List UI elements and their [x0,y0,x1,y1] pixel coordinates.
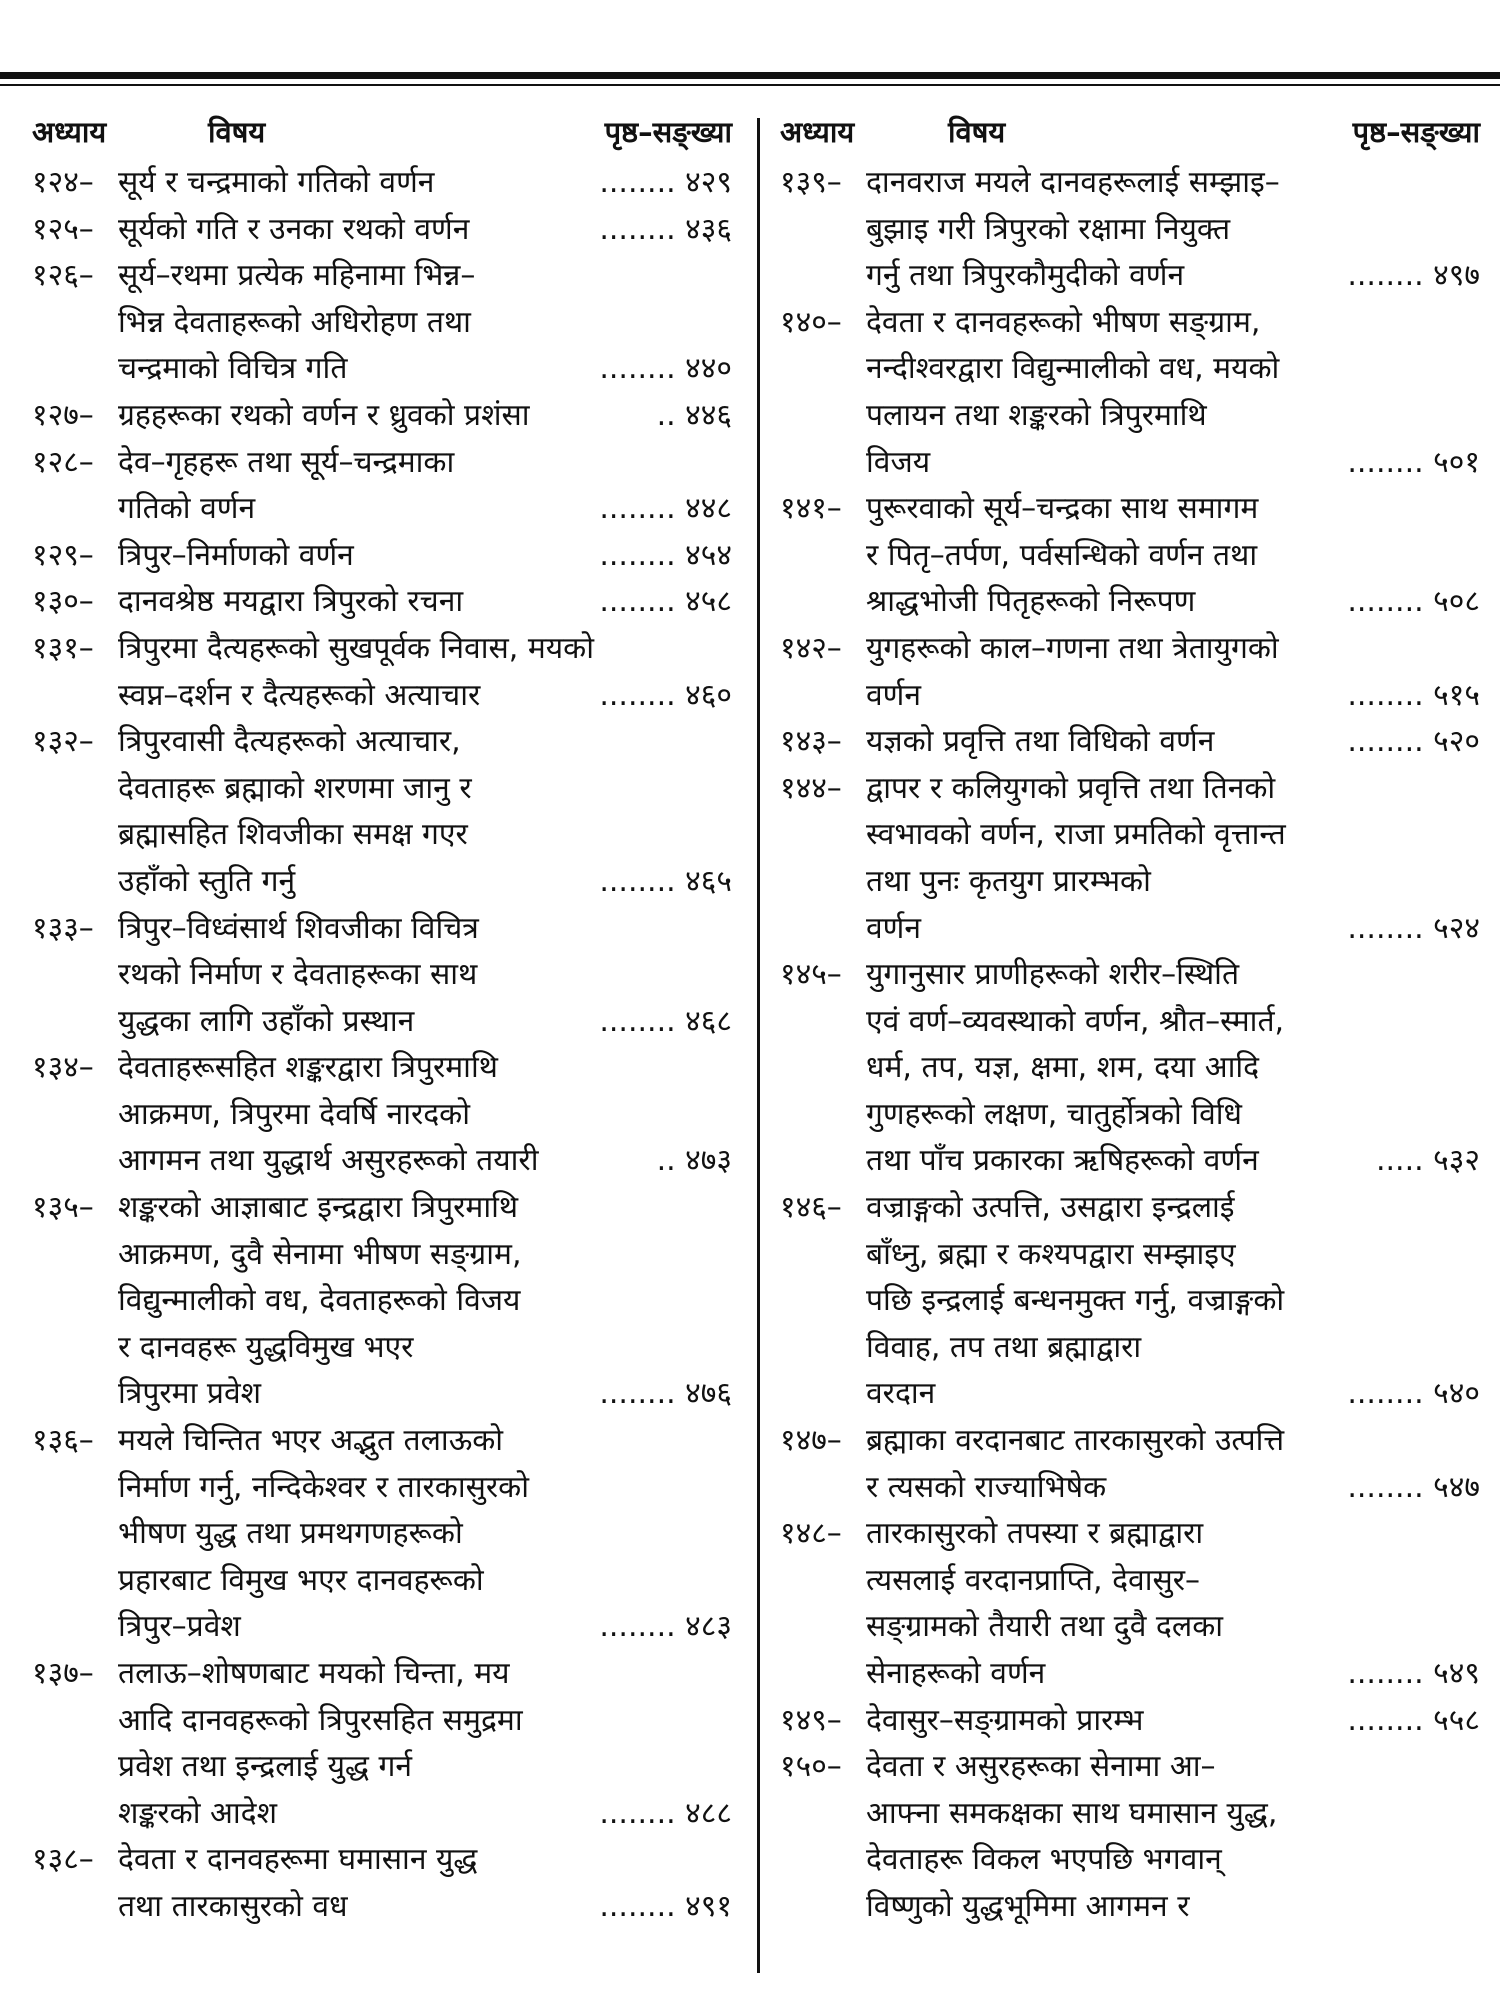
toc-entry [780,1418,1480,1511]
toc-entry [780,719,1480,766]
toc-entry [780,1698,1480,1745]
chapter-title-line: देवता र दानवहरूमा घमासान युद्ध [118,1842,478,1878]
toc-entry [780,1511,1480,1697]
chapter-title-line: पछि इन्द्रलाई बन्धनमुक्त गर्नु, वज्राङ्गको [866,1283,1285,1319]
chapter-title-line: देवताहरूसहित शङ्करद्वारा त्रिपुरमाथि [118,1050,498,1086]
chapter-title-line: युगहरूको काल–गणना तथा त्रेतायुगको [866,630,1279,666]
chapter-number: १३०– [32,584,94,620]
chapter-title-line: युद्धका लागि उहाँको प्रस्थान [118,1003,415,1039]
chapter-title-line: वर्णन [866,677,922,713]
page-number: ........ ४५८ [599,584,732,620]
chapter-title-line: मयले चिन्तित भएर अद्भुत तलाऊको [118,1423,504,1459]
chapter-title-line: एवं वर्ण–व्यवस्थाको वर्णन, श्रौत–स्मार्त, [866,1003,1285,1039]
chapter-title-line: गतिको वर्णन [118,491,256,527]
chapter-number: १२५– [32,211,94,247]
toc-entry [32,253,732,393]
page-number-header: पृष्ठ–सङ्ख्या [604,115,732,149]
chapter-number: १४२– [780,630,842,666]
chapter-title-line: तथा तारकासुरको वध [118,1888,348,1924]
toc-entry [32,1185,732,1418]
chapter-title-line: र दानवहरू युद्धविमुख भएर [118,1329,414,1365]
chapter-title-line: त्रिपुर–प्रवेश [118,1609,241,1645]
column-header [780,112,1480,160]
toc-entry [32,1418,732,1651]
page-number: ........ ५२४ [1347,910,1480,946]
page-number: ........ ४४० [599,351,732,387]
top-rule-thin [0,84,1500,86]
chapter-title-line: निर्माण गर्नु, नन्दिकेश्वर र तारकासुरको [118,1469,529,1505]
chapter-header: अध्याय [780,115,855,149]
chapter-title-line: ग्रहहरूका रथको वर्णन र ध्रुवको प्रशंसा [118,397,530,433]
page-number: ........ ४६५ [599,863,732,899]
chapter-title-line: प्रहारबाट विमुख भएर दानवहरूको [118,1562,484,1598]
toc-entry [32,906,732,1046]
chapter-title-line: त्रिपुरमा दैत्यहरूको सुखपूर्वक निवास, मयको [118,630,594,666]
chapter-title-line: स्वभावको वर्णन, राजा प्रमतिको वृत्तान्त [866,817,1286,853]
chapter-title-line: द्वापर र कलियुगको प्रवृत्ति तथा तिनको [866,770,1276,806]
chapter-number: १२४– [32,165,94,200]
chapter-number: १४१– [780,491,842,527]
chapter-title-line: सेनाहरूको वर्णन [866,1656,1046,1691]
chapter-title-line: युगानुसार प्राणीहरूको शरीर–स्थिति [866,957,1240,993]
page-number: .. ४४६ [656,397,732,433]
toc-entry [780,766,1480,952]
chapter-title-line: रथको निर्माण र देवताहरूका साथ [118,957,478,993]
toc-entry [32,1045,732,1185]
chapter-number: १४३– [780,724,842,760]
chapter-number: १२९– [32,537,94,573]
chapter-title-line: ब्रह्माका वरदानबाट तारकासुरको उत्पत्ति [866,1423,1285,1459]
chapter-title-line: भिन्न देवताहरूको अधिरोहण तथा [118,304,471,340]
subject-header: विषय [948,115,1006,149]
chapter-title-line: त्रिपुरवासी दैत्यहरूको अत्याचार, [118,724,461,760]
chapter-title-line: देवताहरू विकल भएपछि भगवान् [866,1842,1222,1878]
page-number: ........ ४९१ [599,1888,732,1924]
chapter-number: १४०– [780,304,842,340]
subject-header: विषय [208,115,266,149]
chapter-title-line: देवता र असुरहरूका सेनामा आ– [866,1749,1216,1785]
toc-entries [780,160,1480,1931]
toc-entry [32,579,732,626]
chapter-number: १४४– [780,770,842,806]
chapter-title-line: सङ्ग्रामको तैयारी तथा दुवै दलका [866,1609,1224,1645]
chapter-title-line: बाँध्नु, ब्रह्मा र कश्यपद्वारा सम्झाइए [866,1236,1236,1272]
chapter-title-line: दानवराज मयले दानवहरूलाई सम्झाइ– [866,165,1280,200]
toc-entry [780,160,1480,300]
toc-entry [32,533,732,580]
page-number: ........ ४६८ [599,1003,732,1039]
chapter-title-line: सूर्य–रथमा प्रत्येक महिनामा भिन्न– [118,258,476,294]
chapter-number: १४७– [780,1423,842,1459]
chapter-number: १२७– [32,397,94,433]
toc-entries [32,160,732,1931]
chapter-title-line: सूर्य र चन्द्रमाको गतिको वर्णन [118,165,435,200]
page-number: ........ ४७६ [599,1376,732,1412]
chapter-title-line: आफ्ना समकक्षका साथ घमासान युद्ध, [866,1795,1278,1831]
chapter-title-line: पुरूरवाको सूर्य–चन्द्रका साथ समागम [866,491,1259,527]
page-number: ........ ४९७ [1347,258,1480,294]
page-number: ........ ४६० [599,677,732,713]
chapter-title-line: देवताहरू ब्रह्माको शरणमा जानु र [118,770,472,806]
chapter-title-line: ब्रह्मासहित शिवजीका समक्ष गएर [118,817,468,853]
top-rule-thick [0,72,1500,79]
toc-entry [32,393,732,440]
chapter-title-line: यज्ञको प्रवृत्ति तथा विधिको वर्णन [866,724,1215,760]
chapter-title-line: गर्नु तथा त्रिपुरकौमुदीको वर्णन [866,258,1185,294]
chapter-title-line: श्राद्धभोजी पितृहरूको निरूपण [866,584,1196,620]
chapter-number: १३४– [32,1050,94,1086]
toc-entry [32,440,732,533]
toc-entry [780,1744,1480,1930]
page-number: ........ ४८८ [599,1795,732,1831]
chapter-title-line: आगमन तथा युद्धार्थ असुरहरूको तयारी [118,1143,539,1179]
chapter-title-line: वज्राङ्गको उत्पत्ति, उसद्वारा इन्द्रलाई [866,1190,1235,1226]
chapter-title-line: वरदान [866,1376,936,1412]
page-number: ........ ४२९ [599,165,732,200]
chapter-number: १२८– [32,444,94,480]
page-number: ........ ५२० [1347,724,1480,760]
toc-entry [32,160,732,207]
chapter-title-line: तारकासुरको तपस्या र ब्रह्माद्वारा [866,1516,1204,1552]
chapter-title-line: तथा पाँच प्रकारका ऋषिहरूको वर्णन [866,1143,1259,1179]
page-number: ........ ५४७ [1347,1469,1480,1505]
chapter-title-line: उहाँको स्तुति गर्नु [118,863,296,899]
chapter-number: १४९– [780,1702,842,1738]
chapter-title-line: गुणहरूको लक्षण, चातुर्होत्रको विधि [866,1096,1242,1132]
chapter-title-line: तथा पुनः कृतयुग प्रारम्भको [866,863,1151,899]
chapter-title-line: बुझाइ गरी त्रिपुरको रक्षामा नियुक्त [866,211,1231,247]
chapter-number: १३९– [780,165,842,200]
chapter-number: १३२– [32,724,94,760]
chapter-title-line: स्वप्न–दर्शन र दैत्यहरूको अत्याचार [118,677,481,713]
chapter-title-line: आदि दानवहरूको त्रिपुरसहित समुद्रमा [118,1702,523,1738]
chapter-title-line: र पितृ–तर्पण, पर्वसन्धिको वर्णन तथा [866,537,1258,573]
chapter-title-line: नन्दीश्वरद्वारा विद्युन्मालीको वध, मयको [866,351,1280,387]
toc-entry [32,207,732,254]
toc-left-column [32,112,732,1931]
chapter-title-line: तलाऊ–शोषणबाट मयको चिन्ता, मय [118,1656,510,1691]
chapter-number: १५०– [780,1749,842,1785]
chapter-number: १३५– [32,1190,94,1226]
toc-entry [32,626,732,719]
chapter-number: १३८– [32,1842,94,1878]
page-number: ........ ५४० [1347,1376,1480,1412]
toc-entry [32,719,732,905]
page-number: ........ ४४८ [599,491,732,527]
chapter-title-line: त्रिपुर–विध्वंसार्थ शिवजीका विचित्र [118,910,479,946]
page-number: ........ ५४९ [1347,1656,1480,1691]
chapter-title-line: पलायन तथा शङ्करको त्रिपुरमाथि [866,397,1207,433]
toc-entry [780,486,1480,626]
column-header [32,112,732,160]
chapter-title-line: त्रिपुर–निर्माणको वर्णन [118,537,354,573]
chapter-title-line: शङ्करको आदेश [118,1795,277,1831]
chapter-number: १४५– [780,957,842,993]
chapter-title-line: भीषण युद्ध तथा प्रमथगणहरूको [118,1516,463,1552]
page-number: ..... ५३२ [1375,1143,1480,1179]
chapter-number: १३३– [32,910,94,946]
page-number: ........ ४३६ [599,211,732,247]
page-number-header: पृष्ठ–सङ्ख्या [1352,115,1480,149]
chapter-number: १२६– [32,258,94,294]
chapter-title-line: विवाह, तप तथा ब्रह्माद्वारा [866,1329,1142,1365]
chapter-title-line: विष्णुको युद्धभूमिमा आगमन र [866,1888,1190,1924]
chapter-title-line: देवता र दानवहरूको भीषण सङ्ग्राम, [866,304,1261,340]
chapter-title-line: देव–गृहहरू तथा सूर्य–चन्द्रमाका [118,444,455,480]
page-number: ........ ४८३ [599,1609,732,1645]
chapter-title-line: चन्द्रमाको विचित्र गति [118,351,348,387]
chapter-title-line: विद्युन्मालीको वध, देवताहरूको विजय [118,1283,521,1319]
chapter-header: अध्याय [32,115,107,149]
chapter-title-line: आक्रमण, दुवै सेनामा भीषण सङ्ग्राम, [118,1236,522,1272]
chapter-title-line: सूर्यको गति र उनका रथको वर्णन [118,211,470,247]
chapter-title-line: शङ्करको आज्ञाबाट इन्द्रद्वारा त्रिपुरमाथि [118,1190,519,1226]
chapter-title-line: र त्यसको राज्याभिषेक [866,1469,1107,1505]
chapter-number: १४६– [780,1190,842,1226]
chapter-title-line: विजय [866,444,931,480]
chapter-number: १४८– [780,1516,842,1552]
chapter-title-line: आक्रमण, त्रिपुरमा देवर्षि नारदको [118,1096,470,1132]
toc-entry [32,1651,732,1837]
toc-entry [780,1185,1480,1418]
chapter-title-line: त्यसलाई वरदानप्राप्ति, देवासुर– [866,1562,1201,1598]
chapter-number: १३७– [32,1656,94,1691]
chapter-title-line: देवासुर–सङ्ग्रामको प्रारम्भ [866,1702,1144,1738]
chapter-number: १३१– [32,630,94,666]
page-number: ........ ५०८ [1347,584,1480,620]
page-number: ........ ४५४ [599,537,732,573]
toc-entry [32,1837,732,1930]
page-number: .. ४७३ [656,1143,732,1179]
chapter-number: १३६– [32,1423,94,1459]
chapter-title-line: धर्म, तप, यज्ञ, क्षमा, शम, दया आदि [866,1050,1260,1086]
column-divider [757,118,760,1973]
toc-entry [780,300,1480,486]
toc-right-column [780,112,1480,1931]
page-number: ........ ५१५ [1347,677,1480,713]
chapter-title-line: त्रिपुरमा प्रवेश [118,1376,262,1412]
page-number: ........ ५५८ [1347,1702,1480,1738]
toc-entry [780,626,1480,719]
chapter-title-line: प्रवेश तथा इन्द्रलाई युद्ध गर्न [118,1749,413,1785]
toc-entry [780,952,1480,1185]
chapter-title-line: वर्णन [866,910,922,946]
chapter-title-line: दानवश्रेष्ठ मयद्वारा त्रिपुरको रचना [118,584,464,620]
page-number: ........ ५०१ [1347,444,1480,480]
